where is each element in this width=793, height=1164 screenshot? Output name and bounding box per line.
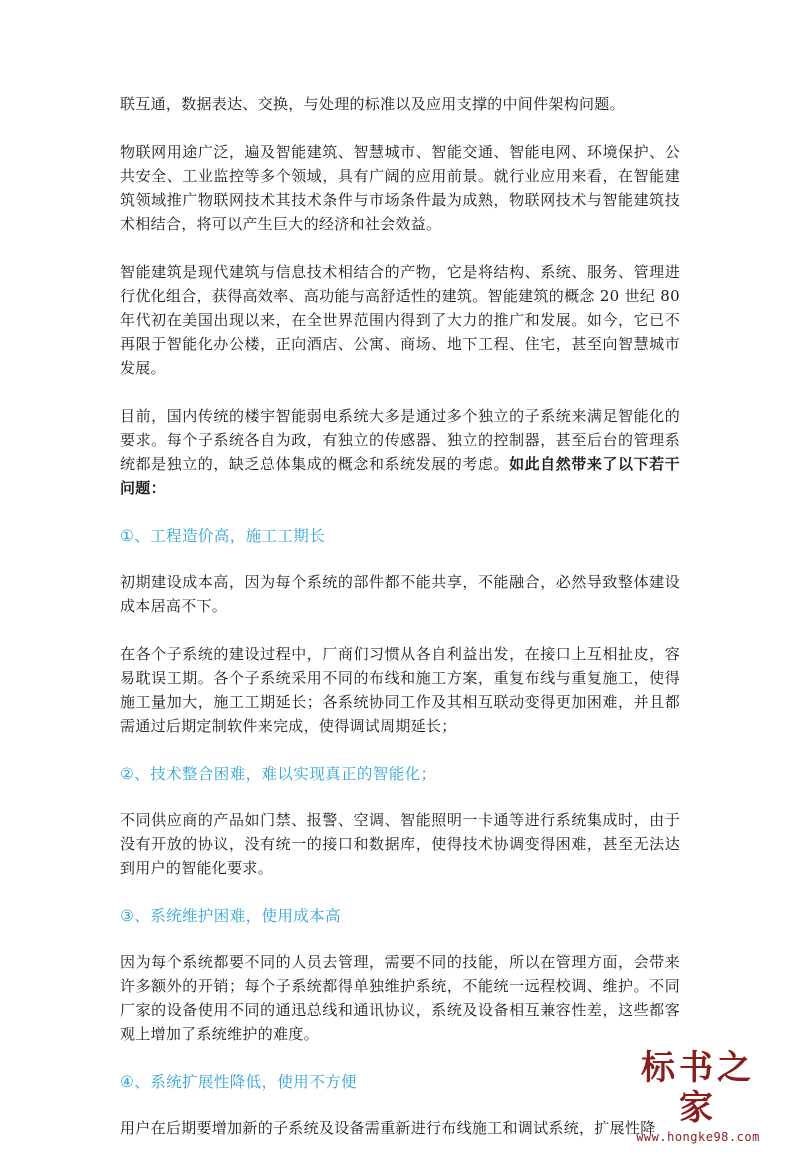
paragraph-2: 物联网用途广泛，遍及智能建筑、智慧城市、智能交通、智能电网、环境保护、公共安全、工业监控等多个领域，具有广阔的应用前景。就行业应用来看，在智能建筑领域推广物联网技术其技术条件与市场条件最为成熟，物联网技术与智能建筑技术相结合，将可以产生巨大的经济和社会效益。: [120, 143, 680, 233]
paragraph-3: 智能建筑是现代建筑与信息技术相结合的产物，它是将结构、系统、服务、管理进行优化组合，获得高效率、高功能与高舒适性的建筑。智能建筑的概念 20 世纪 80 年代初在美国出现以来，在全世界范围内得到了大力的推广和发展。如今，它已不再限于智能化办公楼，正向酒店、公寓、商场、地下工程、住宅，甚至向智慧城市发展。: [120, 263, 680, 377]
document-body: [120, 92, 680, 1164]
section-heading-3: ③、系统维护困难，使用成本高: [120, 907, 341, 925]
paragraph-9: 用户在后期要增加新的子系统及设备需重新进行布线施工和调试系统，扩展性降: [120, 1119, 656, 1137]
paragraph-1: 联互通，数据表达、交换，与处理的标准以及应用支撑的中间件架构问题。: [120, 95, 625, 113]
paragraph-4: [120, 404, 680, 500]
site-watermark: [623, 1048, 773, 1144]
paragraph-5: 初期建设成本高，因为每个系统的部件都不能共享，不能融合，必然导致整体建设成本居高不下。: [120, 573, 680, 615]
paragraph-6: 在各个子系统的建设过程中，厂商们习惯从各自利益出发，在接口上互相扯皮，容易耽误工期。各个子系统采用不同的布线和施工方案，重复布线与重复施工，使得施工量加大，施工工期延长；各系统协同工作及其相互联动变得更加困难，并且都需通过后期定制软件来完成，使得调试周期延长；: [120, 645, 680, 735]
section-heading-4: ④、系统扩展性降低，使用不方便: [120, 1073, 357, 1091]
paragraph-4-text: 目前，国内传统的楼宇智能弱电系统大多是通过多个独立的子系统来满足智能化的要求。每个子系统各自为政，有独立的传感器、独立的控制器，甚至后台的管理系统都是独立的，缺乏总体集成的概念和系统发展的考虑。: [120, 407, 680, 473]
section-heading-2: ②、技术整合困难，难以实现真正的智能化；: [120, 765, 437, 783]
paragraph-8: 因为每个系统都要不同的人员去管理，需要不同的技能，所以在管理方面，会带来许多额外的开销；每个子系统都得单独维护系统，不能统一远程校调、维护。不同厂家的设备使用不同的通迅总线和通讯协议，系统及设备相互兼容性差，这些都客观上增加了系统维护的难度。: [120, 953, 680, 1043]
paragraph-7: 不同供应商的产品如门禁、报警、空调、智能照明一卡通等进行系统集成时，由于没有开放的协议，没有统一的接口和数据库，使得技术协调变得困难，甚至无法达到用户的智能化要求。: [120, 811, 680, 877]
paragraph-4-bold-text: 如此自然带来了以下若干问题：: [120, 455, 680, 497]
section-heading-1: ①、工程造价高，施工工期长: [120, 527, 326, 545]
watermark-logo-text: 标书之家: [641, 1048, 755, 1128]
watermark-url: www.hongke98.com: [636, 1130, 760, 1144]
